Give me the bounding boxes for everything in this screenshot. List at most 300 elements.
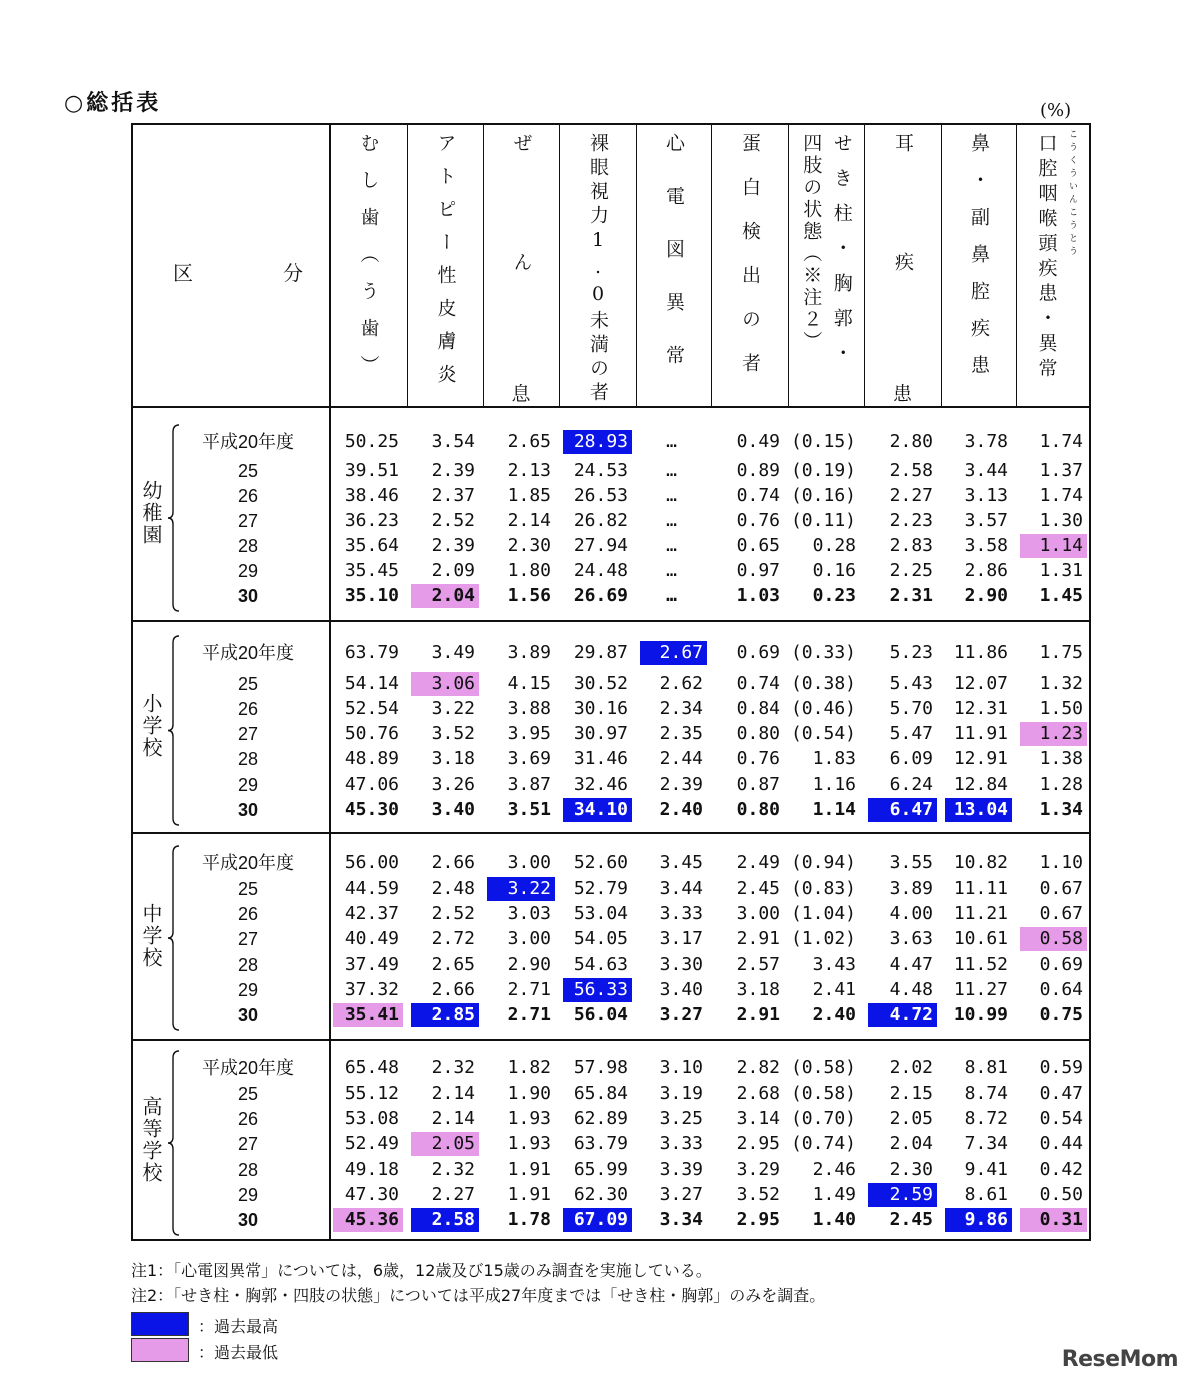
table-cell: 2.83 — [889, 535, 933, 556]
table-cell: 3.49 — [431, 642, 475, 663]
table-cell: 5.47 — [889, 723, 933, 744]
table-cell: 0.67 — [1039, 878, 1083, 899]
table-cell: (0.74) — [790, 1133, 856, 1154]
table-cell: (0.33) — [790, 642, 856, 663]
table-cell: 12.91 — [953, 748, 1008, 769]
table-cell: 0.44 — [1039, 1133, 1083, 1154]
table-cell: 2.49 — [736, 852, 780, 873]
table-cell: 2.32 — [431, 1057, 475, 1078]
row-label: 25 — [237, 674, 259, 694]
cell-record-low: 0.31 — [1020, 1208, 1087, 1232]
table-cell: 5.43 — [889, 673, 933, 694]
table-cell: 38.46 — [344, 485, 399, 506]
table-cell: 2.46 — [812, 1159, 856, 1180]
table-cell: 0.42 — [1039, 1159, 1083, 1180]
row-label: 25 — [237, 1084, 259, 1104]
group-divider — [133, 620, 1089, 622]
table-cell: 50.76 — [344, 723, 399, 744]
table-cell: 2.40 — [812, 1004, 856, 1025]
table-cell: 0.69 — [736, 642, 780, 663]
column-header-label: 鼻・副鼻腔疾患 — [968, 133, 990, 392]
table-cell: 3.18 — [736, 979, 780, 1000]
table-cell: 52.60 — [573, 852, 628, 873]
table-cell: 8.61 — [964, 1184, 1008, 1205]
table-cell: 37.32 — [344, 979, 399, 1000]
table-cell: 6.24 — [889, 774, 933, 795]
table-cell: 12.31 — [953, 698, 1008, 719]
table-cell: 1.34 — [1039, 799, 1083, 820]
column-header-label: 四肢の状態（※注２） — [800, 133, 823, 353]
table-cell: 2.62 — [659, 673, 703, 694]
table-cell: 2.39 — [431, 460, 475, 481]
row-label: 28 — [237, 536, 259, 556]
table-cell: 1.38 — [1039, 748, 1083, 769]
table-row — [133, 851, 1089, 875]
table-cell: 3.57 — [964, 510, 1008, 531]
table-cell: 55.12 — [344, 1083, 399, 1104]
table-cell: 11.27 — [953, 979, 1008, 1000]
table-cell: 1.91 — [507, 1159, 551, 1180]
table-cell: 2.25 — [889, 560, 933, 581]
column-header — [788, 125, 864, 406]
table-cell: 52.79 — [573, 878, 628, 899]
table-cell: 30.97 — [573, 723, 628, 744]
table-cell: 2.91 — [736, 1004, 780, 1025]
table-cell: 3.52 — [431, 723, 475, 744]
row-label: 28 — [237, 749, 259, 769]
table-cell: 26.69 — [573, 585, 628, 606]
column-header-label-tail: 患 — [892, 383, 913, 405]
cell-record-high: 67.09 — [563, 1208, 632, 1232]
table-row — [133, 559, 1089, 583]
table-cell: 3.89 — [889, 878, 933, 899]
row-label: 26 — [237, 699, 259, 719]
table-cell: 2.71 — [507, 1004, 551, 1025]
table-cell: 45.30 — [344, 799, 399, 820]
table-cell: 3.10 — [659, 1057, 703, 1078]
table-cell: 1.28 — [1039, 774, 1083, 795]
cell-record-high: 3.22 — [487, 877, 555, 901]
table-cell: 3.39 — [659, 1159, 703, 1180]
table-cell: 1.75 — [1039, 642, 1083, 663]
cell-record-high: 2.85 — [411, 1003, 479, 1027]
table-cell: 3.89 — [507, 642, 551, 663]
table-cell: 2.44 — [659, 748, 703, 769]
table-cell: 3.44 — [964, 460, 1008, 481]
table-cell: 1.83 — [812, 748, 856, 769]
table-cell: 2.91 — [736, 928, 780, 949]
table-cell: 2.27 — [889, 485, 933, 506]
table-cell: 54.63 — [573, 954, 628, 975]
table-row — [133, 773, 1089, 797]
table-cell: 4.00 — [889, 903, 933, 924]
cell-record-low: 3.06 — [411, 672, 479, 696]
table-cell: 3.26 — [431, 774, 475, 795]
table-row — [133, 927, 1089, 951]
table-cell: 3.33 — [659, 1133, 703, 1154]
table-cell: 0.64 — [1039, 979, 1083, 1000]
table-cell: 50.25 — [344, 431, 399, 452]
column-header — [559, 125, 636, 406]
table-cell: 0.54 — [1039, 1108, 1083, 1129]
row-label: 平成20年度 — [201, 432, 295, 452]
table-cell: 8.81 — [964, 1057, 1008, 1078]
table-cell: 2.31 — [889, 585, 933, 606]
table-cell: 3.40 — [659, 979, 703, 1000]
column-header — [329, 125, 407, 406]
table-cell: 2.41 — [812, 979, 856, 1000]
table-cell: 0.49 — [736, 431, 780, 452]
table-cell: 3.30 — [659, 954, 703, 975]
table-cell: 54.05 — [573, 928, 628, 949]
table-cell: 2.68 — [736, 1083, 780, 1104]
table-cell: 54.14 — [344, 673, 399, 694]
table-cell: 31.46 — [573, 748, 628, 769]
table-cell: 10.61 — [953, 928, 1008, 949]
table-cell: 4.47 — [889, 954, 933, 975]
table-cell: 2.90 — [964, 585, 1008, 606]
table-cell: 2.14 — [431, 1108, 475, 1129]
table-cell: 1.49 — [812, 1184, 856, 1205]
row-label: 平成20年度 — [201, 1058, 295, 1078]
table-cell: 3.19 — [659, 1083, 703, 1104]
legend-low-swatch — [131, 1338, 189, 1362]
table-row — [133, 484, 1089, 508]
table-cell: 1.56 — [507, 585, 551, 606]
table-cell: 0.89 — [736, 460, 780, 481]
row-label: 27 — [237, 724, 259, 744]
row-label: 平成20年度 — [201, 643, 295, 663]
column-header-label: アトピー性皮膚炎 — [434, 133, 457, 397]
table-cell: (1.02) — [790, 928, 856, 949]
table-cell: 2.48 — [431, 878, 475, 899]
row-label: 30 — [237, 1210, 259, 1230]
table-cell: 1.32 — [1039, 673, 1083, 694]
table-row — [133, 430, 1089, 454]
row-label: 30 — [237, 800, 259, 820]
table-cell: 3.58 — [964, 535, 1008, 556]
table-cell: 4.15 — [507, 673, 551, 694]
table-cell: 1.40 — [812, 1209, 856, 1230]
cell-record-high: 56.33 — [563, 978, 632, 1002]
table-cell: 11.91 — [953, 723, 1008, 744]
table-cell: 3.43 — [812, 954, 856, 975]
column-header-label-line2: せき柱・胸郭・ — [830, 133, 853, 378]
table-cell: 2.13 — [507, 460, 551, 481]
table-cell: 57.98 — [573, 1057, 628, 1078]
cell-record-high: 4.72 — [868, 1003, 937, 1027]
table-cell: 12.84 — [953, 774, 1008, 795]
column-header — [636, 125, 711, 406]
table-cell: 56.00 — [344, 852, 399, 873]
table-cell: 47.30 — [344, 1184, 399, 1205]
table-cell: 1.03 — [736, 585, 780, 606]
table-cell: 3.18 — [431, 748, 475, 769]
table-cell: 2.52 — [431, 903, 475, 924]
table-cell: 2.34 — [659, 698, 703, 719]
table-cell: 2.37 — [431, 485, 475, 506]
table-cell: 2.58 — [889, 460, 933, 481]
table-cell: 10.99 — [953, 1004, 1008, 1025]
table-cell: 2.14 — [431, 1083, 475, 1104]
table-cell: 24.53 — [573, 460, 628, 481]
cell-record-high: 34.10 — [563, 798, 632, 822]
table-row — [133, 672, 1089, 696]
table-cell: 3.69 — [507, 748, 551, 769]
row-label: 25 — [237, 461, 259, 481]
table-cell: 52.54 — [344, 698, 399, 719]
table-cell: 3.51 — [507, 799, 551, 820]
table-cell: 1.90 — [507, 1083, 551, 1104]
table-row — [133, 1056, 1089, 1080]
table-row — [133, 747, 1089, 771]
table-cell: 24.48 — [573, 560, 628, 581]
table-cell: 0.16 — [812, 560, 856, 581]
table-cell: 63.79 — [344, 642, 399, 663]
resemom-logo: ReseMom — [1061, 1347, 1178, 1372]
table-cell: (0.16) — [790, 485, 856, 506]
column-header — [711, 125, 788, 406]
table-row — [133, 1132, 1089, 1156]
table-cell: 3.45 — [659, 852, 703, 873]
table-cell: 1.10 — [1039, 852, 1083, 873]
table-row — [133, 1208, 1089, 1232]
table-cell: 35.45 — [344, 560, 399, 581]
table-cell: 2.30 — [889, 1159, 933, 1180]
table-row — [133, 1158, 1089, 1182]
table-cell: 30.16 — [573, 698, 628, 719]
table-cell: 3.25 — [659, 1108, 703, 1129]
cell-record-low: 2.05 — [411, 1132, 479, 1156]
table-cell: 3.44 — [659, 878, 703, 899]
table-cell: 2.23 — [889, 510, 933, 531]
column-header-label: 裸眼視力1.0未満の者 — [587, 133, 609, 406]
row-label: 28 — [237, 955, 259, 975]
legend-high-label: ：過去最高 — [198, 1317, 279, 1336]
row-label: 27 — [237, 1134, 259, 1154]
table-cell: 2.71 — [507, 979, 551, 1000]
table-cell: 52.49 — [344, 1133, 399, 1154]
table-cell: 0.65 — [736, 535, 780, 556]
table-cell: 26.53 — [573, 485, 628, 506]
table-cell: (0.46) — [790, 698, 856, 719]
row-label: 平成20年度 — [201, 853, 295, 873]
table-cell: 2.30 — [507, 535, 551, 556]
column-header-label: 耳疾 — [892, 133, 914, 371]
table-cell: 3.78 — [964, 431, 1008, 452]
table-cell: 3.17 — [659, 928, 703, 949]
table-cell: 9.41 — [964, 1159, 1008, 1180]
table-cell: 2.15 — [889, 1083, 933, 1104]
page-title: ○総括表 — [64, 91, 162, 116]
table-row — [133, 877, 1089, 901]
table-cell: 3.27 — [659, 1004, 703, 1025]
table-cell: 8.74 — [964, 1083, 1008, 1104]
table-cell: 3.55 — [889, 852, 933, 873]
kubun-char: 分 — [283, 261, 303, 285]
table-cell: … — [666, 585, 677, 606]
table-cell: 3.63 — [889, 928, 933, 949]
cell-record-high: 6.47 — [868, 798, 937, 822]
table-cell: 3.27 — [659, 1184, 703, 1205]
table-cell: 37.49 — [344, 954, 399, 975]
table-cell: (0.70) — [790, 1108, 856, 1129]
table-row — [133, 584, 1089, 608]
table-cell: 1.37 — [1039, 460, 1083, 481]
table-cell: 2.05 — [889, 1108, 933, 1129]
table-cell: 1.80 — [507, 560, 551, 581]
table-cell: 2.66 — [431, 979, 475, 1000]
table-cell: 0.74 — [736, 485, 780, 506]
table-cell: 1.91 — [507, 1184, 551, 1205]
row-label: 29 — [237, 980, 259, 1000]
table-cell: 2.66 — [431, 852, 475, 873]
table-cell: … — [666, 485, 677, 506]
table-cell: … — [666, 560, 677, 581]
table-cell: 2.45 — [736, 878, 780, 899]
table-cell: 47.06 — [344, 774, 399, 795]
row-label: 28 — [237, 1160, 259, 1180]
table-row — [133, 953, 1089, 977]
table-cell: 1.74 — [1039, 431, 1083, 452]
column-header-label: むし歯（う歯） — [357, 133, 380, 392]
table-cell: 2.72 — [431, 928, 475, 949]
table-cell: 53.08 — [344, 1108, 399, 1129]
table-cell: (0.94) — [790, 852, 856, 873]
cell-record-high: 13.04 — [945, 798, 1012, 822]
table-cell: 65.84 — [573, 1083, 628, 1104]
table-cell: 1.74 — [1039, 485, 1083, 506]
table-cell: 0.75 — [1039, 1004, 1083, 1025]
table-cell: 0.80 — [736, 723, 780, 744]
table-cell: 0.50 — [1039, 1184, 1083, 1205]
group-label: 小学校 — [139, 693, 163, 759]
table-cell: 0.47 — [1039, 1083, 1083, 1104]
table-cell: 0.76 — [736, 510, 780, 531]
table-cell: 3.03 — [507, 903, 551, 924]
table-cell: 10.82 — [953, 852, 1008, 873]
table-cell: 1.82 — [507, 1057, 551, 1078]
table-row — [133, 1082, 1089, 1106]
table-cell: 3.14 — [736, 1108, 780, 1129]
table-cell: 2.09 — [431, 560, 475, 581]
table-cell: (0.38) — [790, 673, 856, 694]
table-cell: 53.04 — [573, 903, 628, 924]
table-cell: … — [666, 431, 677, 452]
summary-table — [131, 123, 1091, 1241]
row-label: 26 — [237, 904, 259, 924]
table-cell: 8.72 — [964, 1108, 1008, 1129]
note-2: 注2：「せき柱・胸郭・四肢の状態」については平成27年度までは「せき柱・胸郭」のみを調査。 — [131, 1286, 826, 1305]
table-cell: 2.57 — [736, 954, 780, 975]
table-cell: 2.14 — [507, 510, 551, 531]
table-cell: 11.21 — [953, 903, 1008, 924]
table-cell: 3.33 — [659, 903, 703, 924]
table-cell: 2.27 — [431, 1184, 475, 1205]
table-cell: … — [666, 535, 677, 556]
table-cell: 2.04 — [889, 1133, 933, 1154]
table-cell: 3.95 — [507, 723, 551, 744]
table-row — [133, 1107, 1089, 1131]
table-cell: 2.52 — [431, 510, 475, 531]
table-row — [133, 697, 1089, 721]
table-cell: 36.23 — [344, 510, 399, 531]
table-cell: 2.90 — [507, 954, 551, 975]
table-cell: (0.83) — [790, 878, 856, 899]
table-cell: 62.30 — [573, 1184, 628, 1205]
table-cell: 12.07 — [953, 673, 1008, 694]
table-cell: 65.48 — [344, 1057, 399, 1078]
table-cell: … — [666, 510, 677, 531]
table-cell: 62.89 — [573, 1108, 628, 1129]
table-cell: 3.34 — [659, 1209, 703, 1230]
column-header — [941, 125, 1016, 406]
table-cell: 1.14 — [812, 799, 856, 820]
table-cell: 1.16 — [812, 774, 856, 795]
table-cell: (0.19) — [790, 460, 856, 481]
table-cell: 2.39 — [659, 774, 703, 795]
row-label: 27 — [237, 511, 259, 531]
table-cell: 2.86 — [964, 560, 1008, 581]
table-cell: 3.00 — [507, 928, 551, 949]
table-cell: 0.74 — [736, 673, 780, 694]
table-cell: 5.23 — [889, 642, 933, 663]
table-cell: 0.84 — [736, 698, 780, 719]
table-cell: 0.23 — [812, 585, 856, 606]
table-cell: 4.48 — [889, 979, 933, 1000]
cell-record-low: 1.14 — [1020, 534, 1087, 558]
table-row — [133, 509, 1089, 533]
table-row — [133, 534, 1089, 558]
table-cell: 6.09 — [889, 748, 933, 769]
table-cell: 2.80 — [889, 431, 933, 452]
table-cell: (0.11) — [790, 510, 856, 531]
table-cell: (0.58) — [790, 1057, 856, 1078]
table-cell: 2.02 — [889, 1057, 933, 1078]
table-cell: 3.29 — [736, 1159, 780, 1180]
table-cell: 0.67 — [1039, 903, 1083, 924]
column-header-ruby: こうくういんこうとう — [1067, 129, 1077, 259]
table-cell: 30.52 — [573, 673, 628, 694]
table-cell: 1.50 — [1039, 698, 1083, 719]
column-header-label: ぜん — [510, 133, 533, 371]
table-cell: 0.80 — [736, 799, 780, 820]
column-header-label-tail: 息 — [511, 383, 531, 405]
table-cell: (0.15) — [790, 431, 856, 452]
table-cell: 1.93 — [507, 1108, 551, 1129]
table-cell: 0.97 — [736, 560, 780, 581]
row-label: 30 — [237, 1005, 259, 1025]
table-cell: 0.76 — [736, 748, 780, 769]
row-label: 30 — [237, 586, 259, 606]
table-row — [133, 978, 1089, 1002]
table-cell: 2.82 — [736, 1057, 780, 1078]
table-row — [133, 902, 1089, 926]
table-cell: 63.79 — [573, 1133, 628, 1154]
table-row — [133, 641, 1089, 665]
table-cell: 0.69 — [1039, 954, 1083, 975]
cell-record-low: 1.23 — [1020, 722, 1087, 746]
table-cell: 3.54 — [431, 431, 475, 452]
table-cell: 2.95 — [736, 1209, 780, 1230]
unit-label: (%) — [1040, 100, 1072, 121]
row-label: 29 — [237, 1185, 259, 1205]
group-label: 中学校 — [139, 902, 163, 969]
column-header-label: 心電図異常 — [663, 133, 685, 398]
table-cell: 11.52 — [953, 954, 1008, 975]
column-header — [1016, 125, 1091, 406]
row-label: 26 — [237, 486, 259, 506]
